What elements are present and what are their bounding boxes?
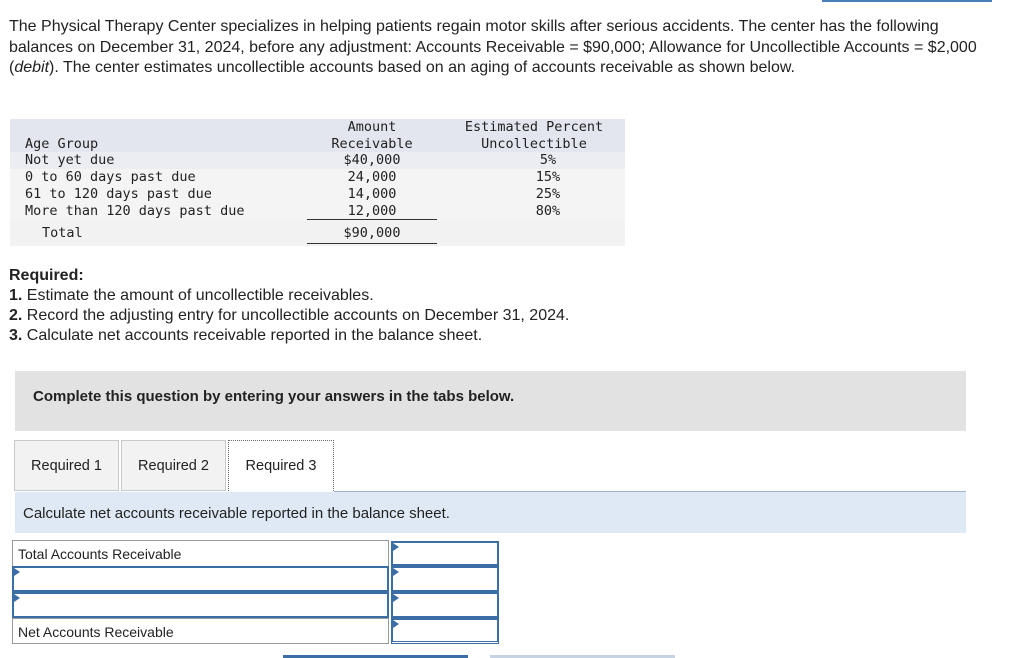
- account-field[interactable]: [14, 568, 387, 590]
- row-percent: 5%: [539, 152, 557, 168]
- amount-input-row-3[interactable]: [391, 592, 499, 618]
- tab-instruction: [15, 492, 966, 533]
- row-group: Not yet due: [25, 152, 115, 168]
- tab-required-1[interactable]: Required 1: [14, 440, 119, 491]
- row-percent: 25%: [535, 186, 561, 202]
- top-accent-bar: [822, 0, 992, 2]
- row-percent: 15%: [535, 169, 561, 185]
- tab-required-2[interactable]: Required 2: [121, 440, 226, 491]
- header-percent-1: Estimated Percent: [464, 119, 604, 135]
- input-marker-icon: [393, 543, 399, 551]
- row-group: More than 120 days past due: [25, 203, 245, 219]
- total-rule: [307, 243, 437, 244]
- aging-table: [10, 119, 625, 246]
- input-marker-icon: [393, 594, 399, 602]
- required-heading: Required:: [9, 267, 84, 284]
- input-marker-icon: [14, 568, 20, 576]
- input-marker-icon: [393, 568, 399, 576]
- row-percent: 80%: [535, 203, 561, 219]
- account-field[interactable]: [14, 594, 387, 616]
- required-item: 2. Record the adjusting entry for uncollectible accounts on December 31, 2024.: [9, 307, 570, 324]
- header-amount-2: Receivable: [331, 136, 413, 152]
- amount-field[interactable]: [393, 543, 497, 564]
- input-marker-icon: [14, 594, 20, 602]
- tab-required-3[interactable]: Required 3: [228, 440, 334, 491]
- amount-input-row-2[interactable]: [391, 566, 499, 592]
- amount-field[interactable]: [393, 594, 497, 616]
- banner-text: Complete this question by entering your answers in the tabs below.: [33, 388, 515, 405]
- header-amount-1: Amount: [347, 119, 397, 135]
- required-item: 3. Calculate net accounts receivable reported in the balance sheet.: [9, 327, 483, 344]
- intro-text-2: ). The center estimates uncollectible accounts based on an aging of accounts receivable as shown below.: [49, 59, 795, 76]
- row-amount: 24,000: [347, 169, 397, 185]
- row-amount: 12,000: [347, 203, 397, 219]
- amount-input-row-1[interactable]: [391, 541, 499, 566]
- total-label: Total: [42, 225, 83, 241]
- amount-field[interactable]: [393, 568, 497, 590]
- subtotal-rule: [307, 219, 437, 220]
- row-amount: $40,000: [343, 152, 401, 168]
- total-amount: $90,000: [343, 225, 401, 241]
- row-amount: 14,000: [347, 186, 397, 202]
- header-age-group: Age Group: [25, 136, 99, 152]
- label-input-row-2[interactable]: [12, 566, 389, 592]
- row-group: 61 to 120 days past due: [25, 186, 212, 202]
- intro-italic: debit: [14, 59, 50, 76]
- amount-field[interactable]: [393, 620, 497, 641]
- intro-text-1: The Physical Therapy Center specializes in helping patients regain motor skills after serious accidents. The center has the following balances on December 31, 2024, before any adjustment: Accounts Receivable = $90,000; Allowance for Uncollectible Accounts = $2,000 (: [9, 18, 977, 76]
- header-percent-2: Uncollectible: [481, 136, 587, 152]
- label-net-accounts-receivable: Net Accounts Receivable: [12, 618, 389, 644]
- instructions-banner: [15, 371, 966, 431]
- label-total-accounts-receivable: Total Accounts Receivable: [12, 540, 389, 567]
- input-marker-icon: [393, 620, 399, 628]
- instruction-text: Calculate net accounts receivable reported in the balance sheet.: [23, 505, 450, 522]
- row-group: 0 to 60 days past due: [25, 169, 196, 185]
- problem-statement: [9, 17, 999, 79]
- label-input-row-3[interactable]: [12, 592, 389, 618]
- required-section: [9, 266, 569, 346]
- required-item: 1. Estimate the amount of uncollectible receivables.: [9, 287, 374, 304]
- amount-input-net[interactable]: [391, 618, 499, 644]
